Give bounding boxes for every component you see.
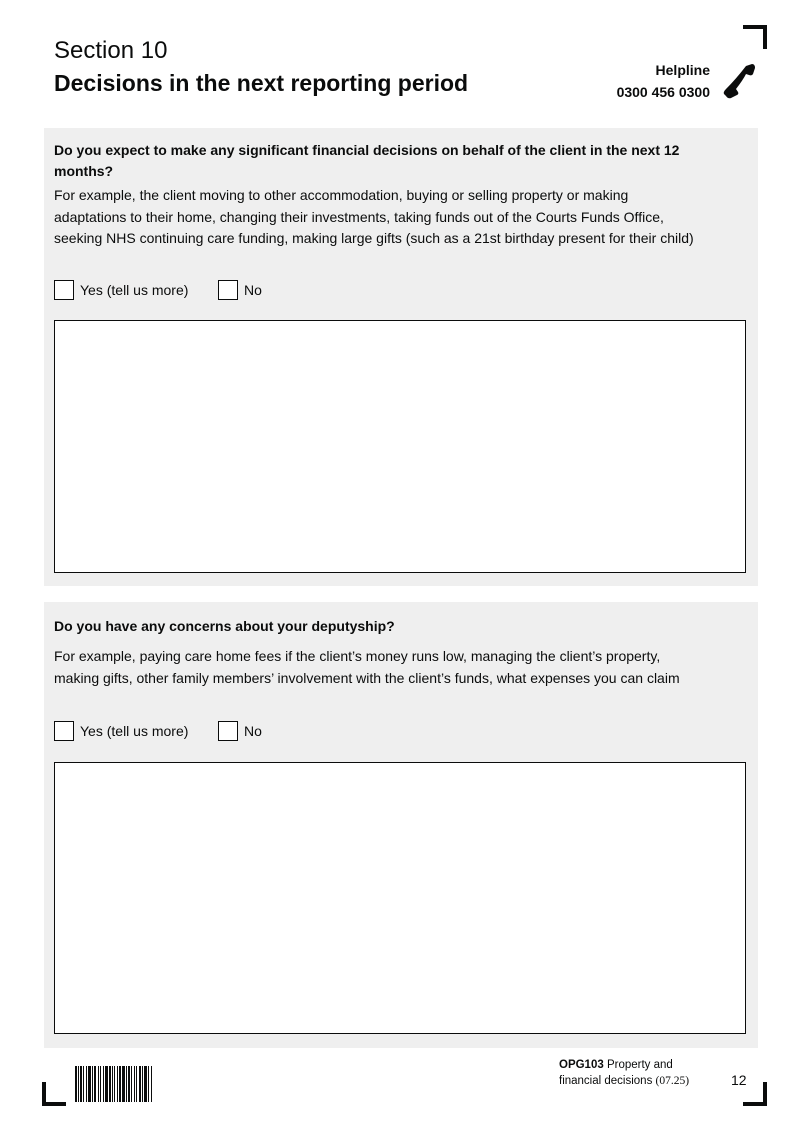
no-checkbox[interactable] [218, 721, 238, 741]
option-1-no[interactable] [218, 280, 262, 300]
option-2-yes[interactable] [54, 721, 188, 741]
yes-checkbox[interactable] [54, 280, 74, 300]
answer-box-2[interactable] [54, 762, 746, 1034]
question-2-help: For example, paying care home fees if the client’s money runs low, managing the client’s property, making gifts, other family members’ involvement with the client’s funds, what expenses you can claim [54, 648, 680, 686]
form-version: (07.25) [655, 1075, 690, 1087]
no-label: No [244, 282, 262, 298]
question-2-text: Do you have any concerns about your deputyship? [54, 618, 395, 634]
option-1-yes[interactable] [54, 280, 188, 300]
barcode-icon [75, 1066, 190, 1102]
page-number: 12 [731, 1072, 747, 1088]
no-label: No [244, 723, 262, 739]
question-panel-1 [44, 128, 758, 586]
option-2-no[interactable] [218, 721, 262, 741]
yes-label: Yes (tell us more) [80, 282, 189, 298]
answer-box-1[interactable] [54, 320, 746, 573]
yes-checkbox[interactable] [54, 721, 74, 741]
form-name-line1: Property and [606, 1059, 673, 1071]
question-1-text: Do you expect to make any significant financial decisions on behalf of the client in the next 12 months? [54, 142, 680, 179]
no-checkbox[interactable] [218, 280, 238, 300]
yes-label: Yes (tell us more) [80, 723, 189, 739]
form-code: OPG103 [559, 1059, 604, 1071]
section-number: Section 10 [54, 37, 168, 64]
form-id [559, 1057, 709, 1089]
helpline-number: 0300 456 0300 [616, 84, 710, 100]
section-title: Decisions in the next reporting period [54, 70, 469, 96]
form-name-line2: financial decisions [559, 1075, 653, 1087]
helpline-label: Helpline [655, 62, 710, 78]
phone-icon [722, 63, 756, 99]
crop-mark-bottom-left [42, 1082, 66, 1106]
question-panel-2 [44, 602, 758, 1048]
question-1-help: For example, the client moving to other accommodation, buying or selling property or making adaptations to their home, changing their investments, taking funds out of the Courts Funds Office, seeking NHS continuing care funding, making large gifts (such as a 21st birthday present for their child) [54, 187, 694, 246]
crop-mark-top-right [743, 25, 767, 49]
